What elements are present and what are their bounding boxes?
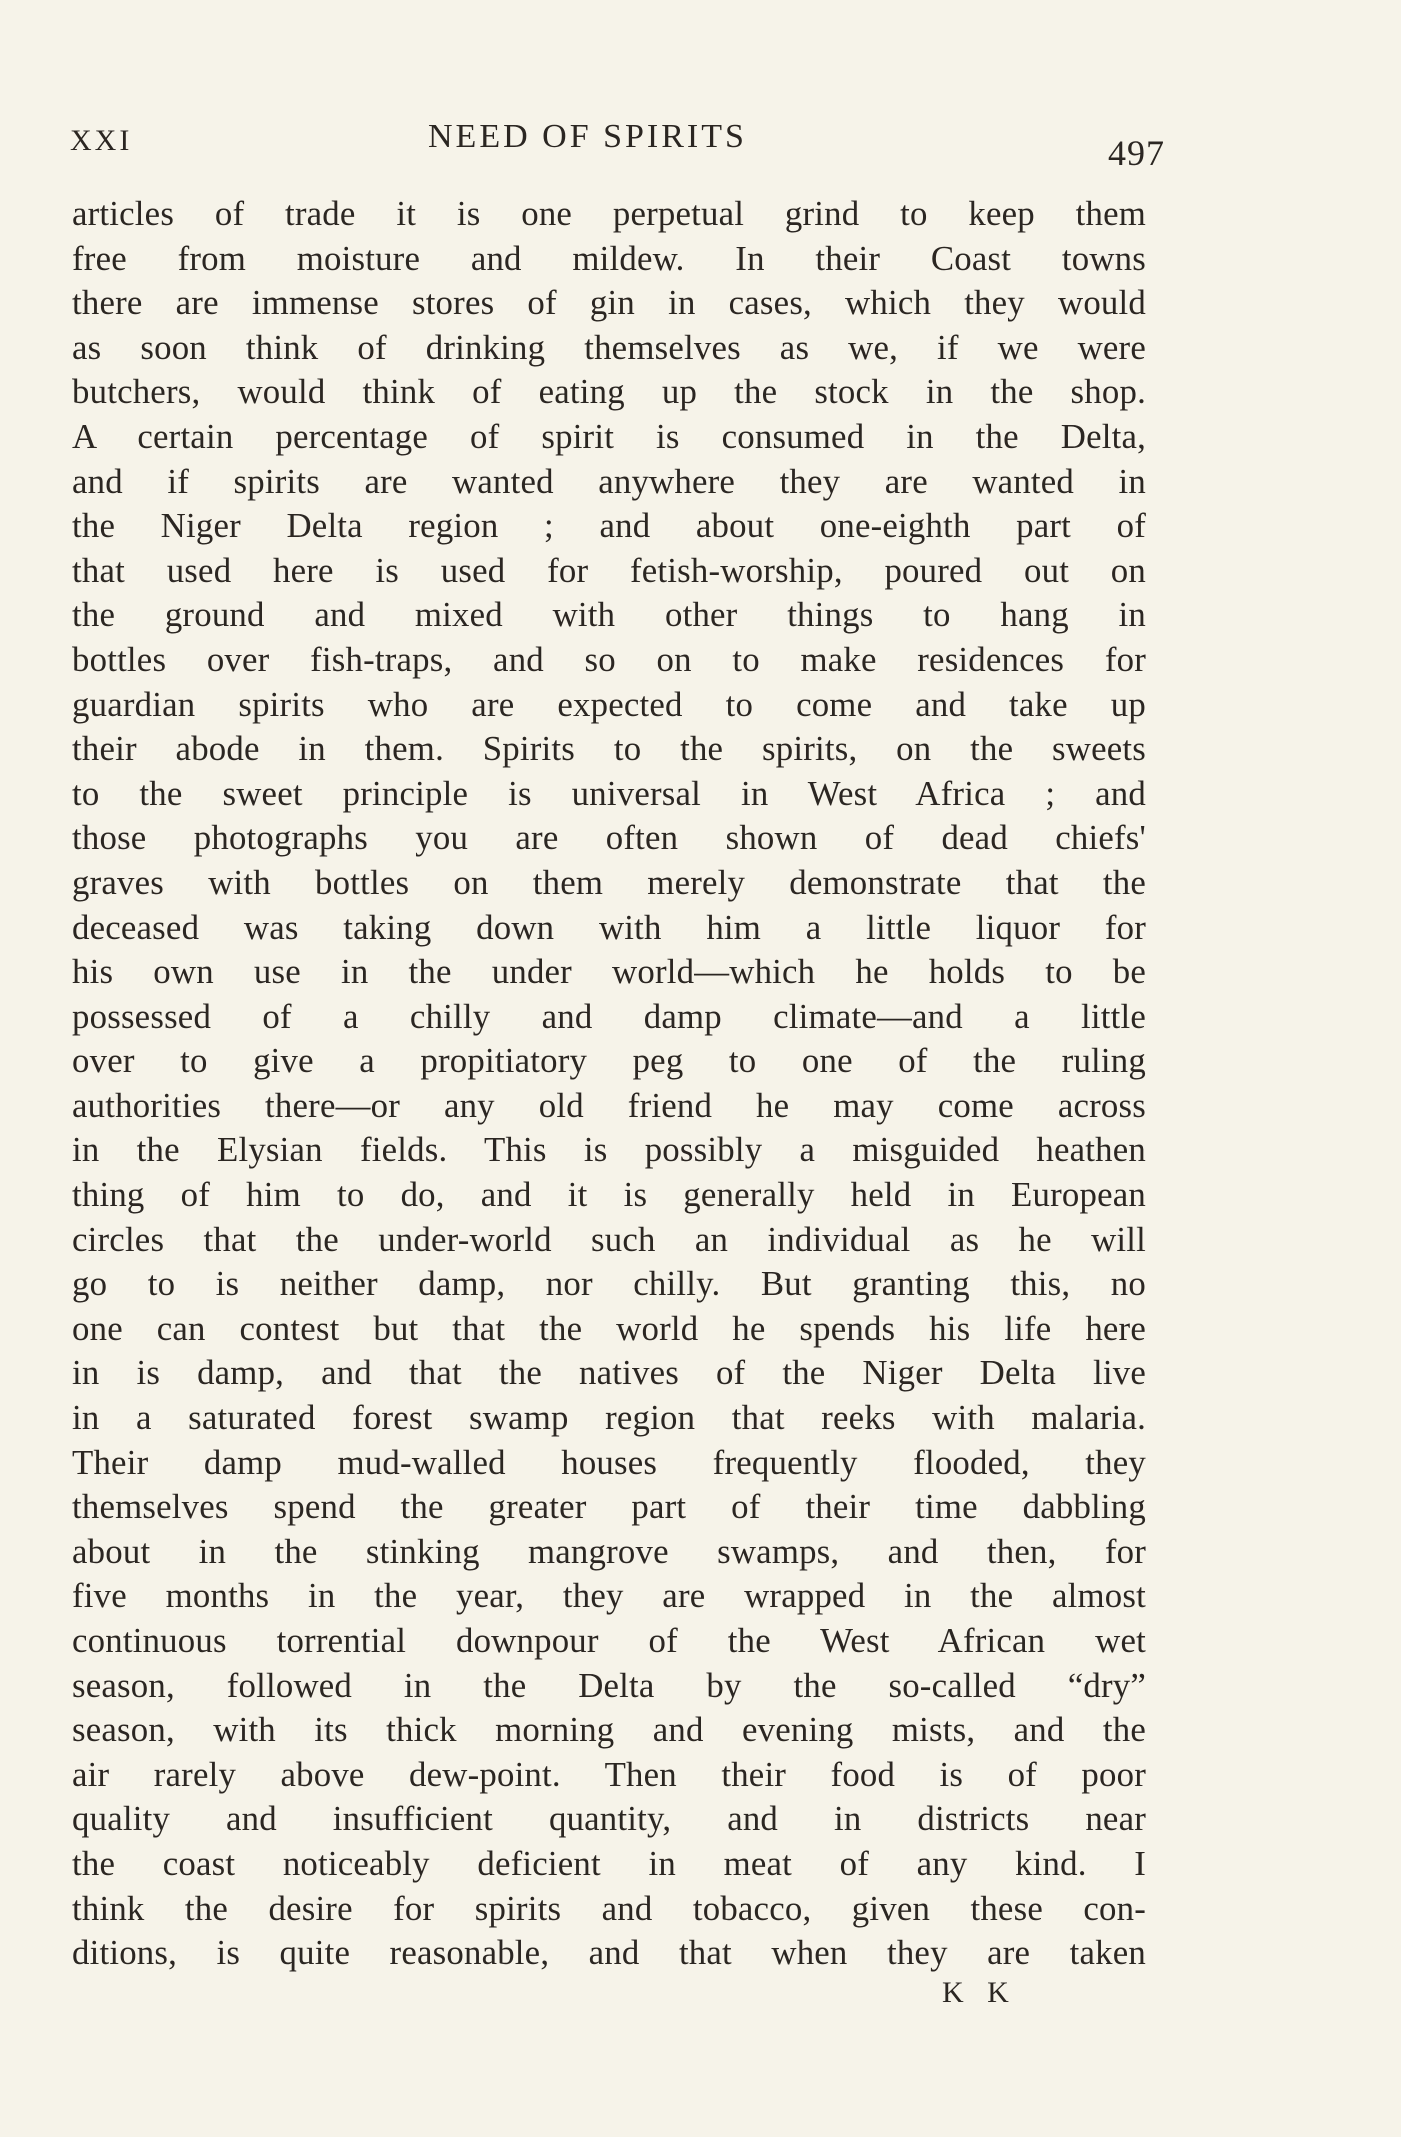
text-line: butchers, would think of eating up the stock in the shop. bbox=[72, 372, 1146, 412]
body-text bbox=[72, 192, 1146, 1976]
text-line: as soon think of drinking themselves as we, if we were bbox=[72, 327, 1146, 367]
text-line: season, with its thick morning and evening mists, and the bbox=[72, 1710, 1146, 1750]
text-line: in a saturated forest swamp region that reeks with malaria. bbox=[72, 1398, 1146, 1438]
text-line: their abode in them. Spirits to the spirits, on the sweets bbox=[72, 729, 1146, 769]
text-line: the ground and mixed with other things to hang in bbox=[72, 595, 1146, 635]
text-line: authorities there—or any old friend he may come across bbox=[72, 1085, 1146, 1125]
text-line: themselves spend the greater part of their time dabbling bbox=[72, 1487, 1146, 1527]
text-line: guardian spirits who are expected to come and take up bbox=[72, 684, 1146, 724]
text-line: one can contest but that the world he spends his life here bbox=[72, 1308, 1146, 1348]
text-line: five months in the year, they are wrapped in the almost bbox=[72, 1576, 1146, 1616]
text-line: there are immense stores of gin in cases, which they would bbox=[72, 283, 1146, 323]
text-line: that used here is used for fetish-worship, poured out on bbox=[72, 550, 1146, 590]
text-line: bottles over fish-traps, and so on to make residences for bbox=[72, 639, 1146, 679]
text-line: possessed of a chilly and damp climate—and a little bbox=[72, 996, 1146, 1036]
text-line: his own use in the under world—which he holds to be bbox=[72, 952, 1146, 992]
text-line: air rarely above dew-point. Then their food is of poor bbox=[72, 1754, 1146, 1794]
text-line: think the desire for spirits and tobacco, given these con- bbox=[72, 1888, 1146, 1928]
text-line: deceased was taking down with him a little liquor for bbox=[72, 907, 1146, 947]
text-line: graves with bottles on them merely demonstrate that the bbox=[72, 862, 1146, 902]
text-line: circles that the under-world such an individual as he will bbox=[72, 1219, 1146, 1259]
text-line: articles of trade it is one perpetual grind to keep them bbox=[72, 194, 1146, 233]
text-line: over to give a propitiatory peg to one of the ruling bbox=[72, 1041, 1146, 1081]
text-line: the coast noticeably deficient in meat of any kind. I bbox=[72, 1843, 1146, 1883]
text-line: in the Elysian fields. This is possibly a misguided heathen bbox=[72, 1130, 1146, 1170]
signature-mark: K K bbox=[942, 1976, 1017, 2009]
page-number: 497 bbox=[1108, 133, 1165, 173]
text-line: Their damp mud-walled houses frequently flooded, they bbox=[72, 1442, 1146, 1482]
chapter-number: XXI bbox=[70, 124, 133, 157]
text-line: to the sweet principle is universal in West Africa ; and bbox=[72, 773, 1146, 813]
text-line: thing of him to do, and it is generally held in European bbox=[72, 1175, 1146, 1215]
text-line: those photographs you are often shown of dead chiefs' bbox=[72, 818, 1146, 858]
running-title: NEED OF SPIRITS bbox=[428, 118, 747, 155]
text-line: continuous torrential downpour of the West African wet bbox=[72, 1621, 1146, 1660]
text-line: quality and insufficient quantity, and in districts near bbox=[72, 1799, 1146, 1839]
text-line: A certain percentage of spirit is consumed in the Delta, bbox=[72, 416, 1146, 456]
text-line: the Niger Delta region ; and about one-eighth part of bbox=[72, 506, 1146, 546]
text-line: go to is neither damp, nor chilly. But granting this, no bbox=[72, 1264, 1146, 1304]
text-line: and if spirits are wanted anywhere they are wanted in bbox=[72, 461, 1146, 501]
text-line: season, followed in the Delta by the so-called “dry” bbox=[72, 1665, 1146, 1705]
text-line: in is damp, and that the natives of the Niger Delta live bbox=[72, 1353, 1146, 1393]
text-line: about in the stinking mangrove swamps, and then, for bbox=[72, 1531, 1146, 1571]
running-head bbox=[70, 118, 1165, 173]
text-line: ditions, is quite reasonable, and that when they are taken bbox=[72, 1933, 1146, 1973]
text-line: free from moisture and mildew. In their Coast towns bbox=[72, 238, 1146, 278]
